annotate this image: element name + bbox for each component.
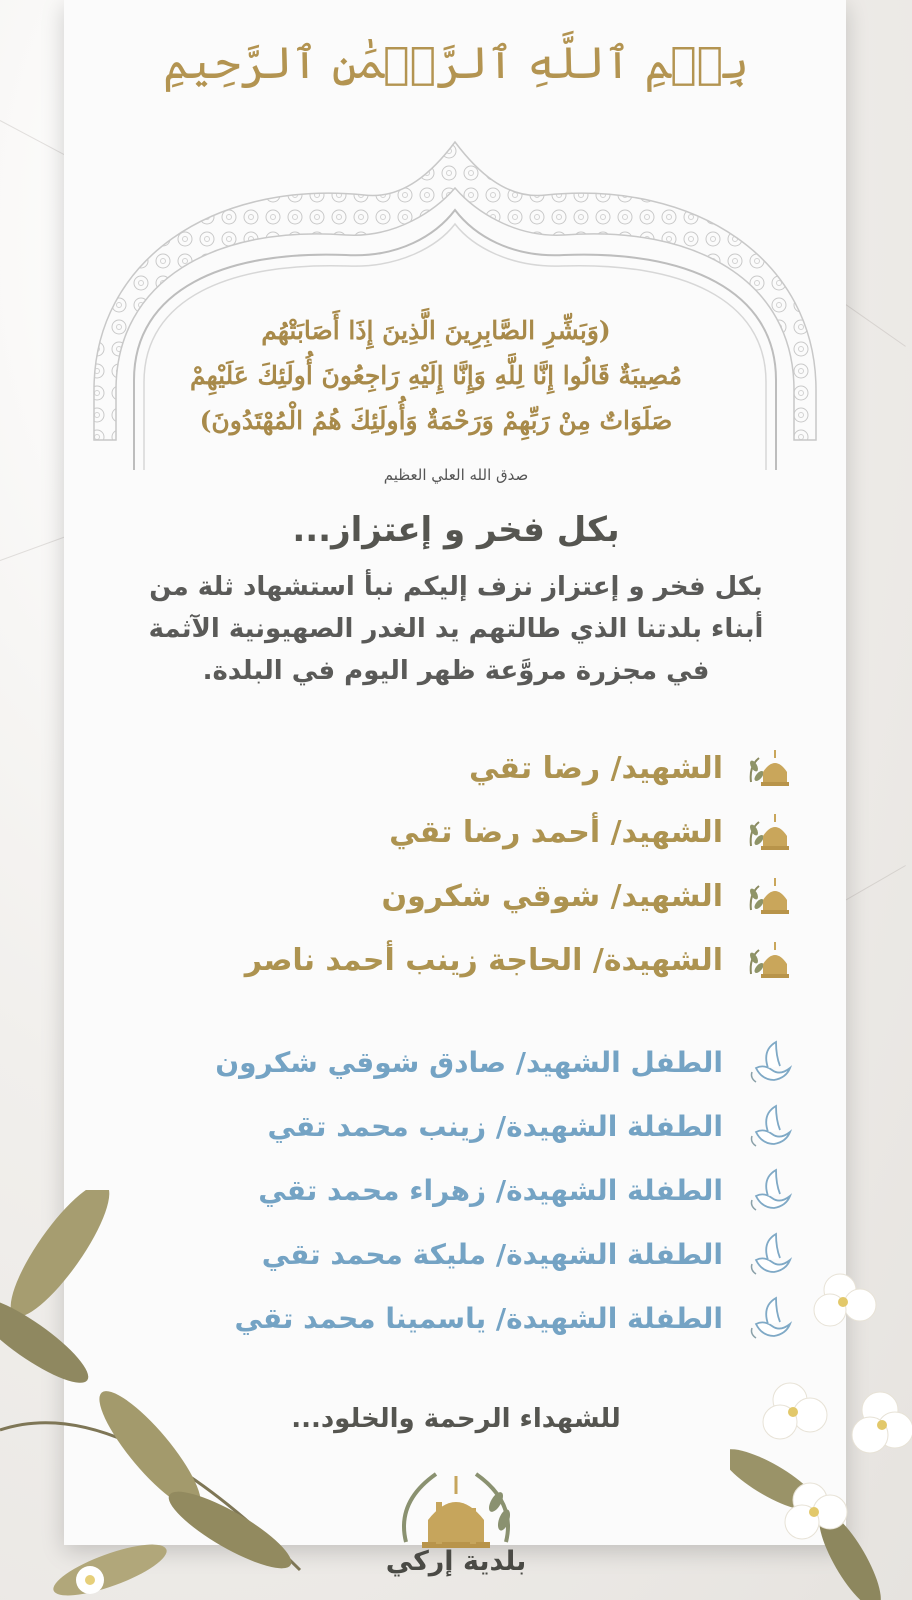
basmala-calligraphy: بِسۡمِ ٱللَّهِ ٱلرَّحۡمَٰنِ ٱلرَّحِيمِ bbox=[163, 38, 749, 89]
list-item bbox=[245, 928, 797, 992]
child-martyr-name: الطفلة الشهيدة/ زهراء محمد تقي bbox=[258, 1173, 723, 1207]
martyrs-list bbox=[245, 736, 797, 992]
olive-branch-decoration bbox=[0, 1190, 330, 1600]
closing-line: للشهداء الرحمة والخلود... bbox=[291, 1404, 621, 1434]
list-item bbox=[245, 736, 797, 800]
marble-vein bbox=[840, 300, 906, 347]
martyr-name: الشهيد/ شوقي شكرون bbox=[381, 878, 723, 914]
verse-line: صَلَوَاتٌ مِنْ رَبِّهِمْ وَرَحْمَةٌ وَأُولَئِكَ هُمُ الْمُهْتَدُونَ) bbox=[199, 406, 673, 435]
child-martyr-name: الطفلة الشهيدة/ مليكة محمد تقي bbox=[261, 1237, 723, 1271]
mosque-dome-icon bbox=[745, 806, 797, 858]
mosque-logo-icon bbox=[366, 1462, 546, 1552]
dove-icon bbox=[745, 1164, 797, 1216]
body-line: بكل فخر و إعتزاز نزف إليكم نبأ استشهاد ثلة من bbox=[149, 572, 763, 602]
body-line: في مجزرة مروَّعة ظهر اليوم في البلدة. bbox=[202, 656, 710, 686]
mosque-dome-icon bbox=[745, 934, 797, 986]
child-martyr-name: الطفلة الشهيدة/ ياسمينا محمد تقي bbox=[234, 1301, 723, 1335]
marble-vein bbox=[845, 865, 906, 901]
list-item bbox=[215, 1094, 797, 1158]
body-line: أبناء بلدتنا الذي طالتهم يد الغدر الصهيونية الآثمة bbox=[148, 614, 764, 644]
dove-icon bbox=[745, 1036, 797, 1088]
verse-attribution: صدق الله العلي العظيم bbox=[383, 466, 529, 484]
martyr-name: الشهيد/ رضا تقي bbox=[468, 750, 723, 786]
list-item bbox=[215, 1030, 797, 1094]
municipality-name: بلدية إركي bbox=[385, 1546, 527, 1577]
mosque-dome-icon bbox=[745, 870, 797, 922]
child-martyr-name: الطفل الشهيد/ صادق شوقي شكرون bbox=[215, 1045, 723, 1079]
municipality-logo bbox=[366, 1462, 546, 1600]
list-item bbox=[245, 800, 797, 864]
martyr-name: الشهيد/ أحمد رضا تقي bbox=[389, 814, 723, 850]
martyr-name: الشهيدة/ الحاجة زينب أحمد ناصر bbox=[244, 942, 723, 978]
announcement-body bbox=[100, 566, 812, 692]
jasmine-flowers-decoration bbox=[730, 1250, 912, 1600]
child-martyr-name: الطفلة الشهيدة/ زينب محمد تقي bbox=[267, 1109, 723, 1143]
list-item bbox=[245, 864, 797, 928]
quran-verse bbox=[150, 308, 722, 443]
dove-icon bbox=[745, 1100, 797, 1152]
announcement-headline: بكل فخر و إعتزاز... bbox=[292, 510, 620, 550]
verse-line: (وَبَشِّرِ الصَّابِرِينَ الَّذِينَ إِذَا أَصَابَتْهُم bbox=[261, 316, 611, 345]
mosque-dome-icon bbox=[745, 742, 797, 794]
verse-line: مُصِيبَةٌ قَالُوا إِنَّا لِلَّهِ وَإِنَّا إِلَيْهِ رَاجِعُونَ أُولَئِكَ عَلَيْهِمْ bbox=[189, 361, 683, 390]
